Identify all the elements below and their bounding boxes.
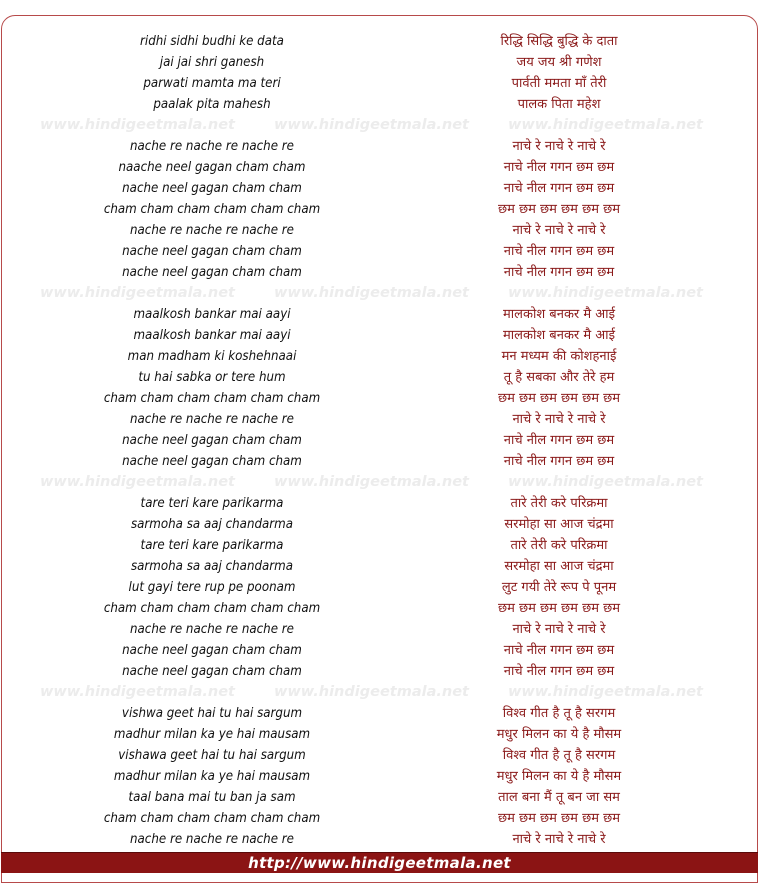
lyric-devanagari: मालकोश बनकर मै आई [503,307,615,322]
lyric-roman: paalak pita mahesh [153,96,271,112]
lyric-line [0,451,760,472]
lyric-devanagari: नाचे नील गगन छम छम [503,244,615,259]
lyric-devanagari: सरमोहा सा आज चंद्रमा [504,559,614,574]
lyric-roman: nache re nache re nache re [129,621,295,637]
lyric-line [0,325,760,346]
watermark-text: www.hindigeetmala.net [274,285,469,301]
watermark-text: www.hindigeetmala.net [40,117,235,133]
lyric-line [0,829,760,850]
lyric-roman: man madham ki koshehnaai [127,348,297,364]
lyric-line [0,31,760,52]
watermark-row [0,472,760,493]
lyric-devanagari: मन मध्यम की कोशहनाई [501,349,617,364]
lyric-line [0,556,760,577]
lyric-devanagari: नाचे नील गगन छम छम [503,181,615,196]
lyric-roman: cham cham cham cham cham cham [103,810,321,826]
lyric-roman: maalkosh bankar mai aayi [133,306,291,322]
lyric-roman: nache neel gagan cham cham [122,663,302,679]
lyric-line [0,199,760,220]
lyric-roman: cham cham cham cham cham cham [103,390,321,406]
lyric-roman: nache re nache re nache re [129,222,295,238]
stanza [0,703,760,850]
watermark-row [0,115,760,136]
lyric-devanagari: मालकोश बनकर मै आई [503,328,615,343]
lyric-devanagari: तारे तेरी करे परिक्रमा [510,538,608,553]
lyric-devanagari: विश्व गीत है तू है सरगम [502,706,616,721]
lyric-devanagari: लुट गयी तेरे रूप पे पूनम [501,580,617,595]
lyric-line [0,220,760,241]
lyric-devanagari: पार्वती ममता माँ तेरी [511,76,607,91]
watermark-text: www.hindigeetmala.net [40,285,235,301]
lyric-roman: nache neel gagan cham cham [122,432,302,448]
lyric-line [0,577,760,598]
lyric-line [0,178,760,199]
lyric-devanagari: रिद्धि सिद्धि बुद्धि के दाता [500,34,618,49]
lyric-line [0,262,760,283]
lyric-roman: nache re nache re nache re [129,831,295,847]
lyric-roman: nache neel gagan cham cham [122,642,302,658]
lyric-devanagari: नाचे रे नाचे रे नाचे रे [512,223,606,238]
lyric-line [0,514,760,535]
lyric-line [0,598,760,619]
watermark-text: www.hindigeetmala.net [508,117,703,133]
lyric-devanagari: ताल बना मैं तू बन जा सम [498,790,620,805]
lyric-devanagari: पालक पिता महेश [517,97,601,112]
lyric-line [0,388,760,409]
stanza [0,304,760,472]
lyric-line [0,94,760,115]
lyric-devanagari: नाचे रे नाचे रे नाचे रे [512,622,606,637]
lyric-roman: cham cham cham cham cham cham [103,201,321,217]
watermark-text: www.hindigeetmala.net [508,684,703,700]
lyric-roman: madhur milan ka ye hai mausam [113,726,311,742]
watermark-text: www.hindigeetmala.net [40,474,235,490]
lyric-devanagari: नाचे नील गगन छम छम [503,643,615,658]
watermark-row [0,283,760,304]
lyric-line [0,52,760,73]
lyric-line [0,724,760,745]
lyric-line [0,661,760,682]
lyric-roman: lut gayi tere rup pe poonam [128,579,296,595]
lyric-roman: madhur milan ka ye hai mausam [113,768,311,784]
watermark-text: www.hindigeetmala.net [508,285,703,301]
lyric-devanagari: छम छम छम छम छम छम [498,601,620,616]
lyric-line [0,703,760,724]
watermark-text: www.hindigeetmala.net [274,117,469,133]
lyric-line [0,787,760,808]
lyric-devanagari: छम छम छम छम छम छम [498,391,620,406]
lyric-devanagari: नाचे रे नाचे रे नाचे रे [512,832,606,847]
stanza [0,31,760,115]
lyric-roman: nache re nache re nache re [129,138,295,154]
lyric-roman: vishawa geet hai tu hai sargum [118,747,306,763]
lyric-line [0,745,760,766]
lyric-line [0,409,760,430]
lyric-devanagari: तारे तेरी करे परिक्रमा [510,496,608,511]
lyric-roman: nache neel gagan cham cham [122,264,302,280]
lyric-line [0,346,760,367]
lyric-roman: sarmoha sa aaj chandarma [130,516,294,532]
lyric-devanagari: नाचे नील गगन छम छम [503,454,615,469]
lyric-roman: nache re nache re nache re [129,411,295,427]
lyric-line [0,766,760,787]
lyric-line [0,304,760,325]
watermark-text: www.hindigeetmala.net [508,474,703,490]
lyric-devanagari: नाचे नील गगन छम छम [503,433,615,448]
lyric-devanagari: छम छम छम छम छम छम [498,202,620,217]
lyric-roman: nache neel gagan cham cham [122,453,302,469]
lyric-roman: tare teri kare parikarma [140,537,284,553]
lyric-roman: tare teri kare parikarma [140,495,284,511]
lyric-line [0,73,760,94]
lyric-roman: nache neel gagan cham cham [122,243,302,259]
lyric-devanagari: नाचे रे नाचे रे नाचे रे [512,412,606,427]
lyric-roman: jai jai shri ganesh [159,54,265,70]
watermark-text: www.hindigeetmala.net [274,474,469,490]
lyric-devanagari: मधुर मिलन का ये है मौसम [496,769,622,784]
lyric-devanagari: छम छम छम छम छम छम [498,811,620,826]
lyric-line [0,535,760,556]
lyric-devanagari: मधुर मिलन का ये है मौसम [496,727,622,742]
lyric-roman: parwati mamta ma teri [143,75,281,91]
lyric-devanagari: विश्व गीत है तू है सरगम [502,748,616,763]
lyric-line [0,493,760,514]
lyric-roman: naache neel gagan cham cham [118,159,306,175]
lyric-line [0,808,760,829]
lyric-devanagari: जय जय श्री गणेश [516,55,602,70]
lyric-devanagari: नाचे नील गगन छम छम [503,160,615,175]
watermark-text: www.hindigeetmala.net [40,684,235,700]
lyric-line [0,136,760,157]
stanza [0,136,760,283]
footer-url-link[interactable]: http://www.hindigeetmala.net [248,854,511,872]
lyric-devanagari: नाचे रे नाचे रे नाचे रे [512,139,606,154]
lyric-roman: vishwa geet hai tu hai sargum [121,705,303,721]
lyric-roman: nache neel gagan cham cham [122,180,302,196]
lyric-roman: maalkosh bankar mai aayi [133,327,291,343]
watermark-text: www.hindigeetmala.net [274,684,469,700]
stanza [0,493,760,682]
lyric-line [0,367,760,388]
lyric-line [0,430,760,451]
lyric-roman: sarmoha sa aaj chandarma [130,558,294,574]
lyric-line [0,619,760,640]
lyric-line [0,640,760,661]
footer-url-bar[interactable] [1,852,758,873]
lyrics-body [0,31,760,850]
lyric-devanagari: तू है सबका और तेरे हम [503,370,615,385]
lyric-devanagari: नाचे नील गगन छम छम [503,664,615,679]
lyric-devanagari: सरमोहा सा आज चंद्रमा [504,517,614,532]
lyric-roman: tu hai sabka or tere hum [138,369,286,385]
lyric-line [0,241,760,262]
lyric-devanagari: नाचे नील गगन छम छम [503,265,615,280]
lyric-roman: taal bana mai tu ban ja sam [128,789,296,805]
lyric-roman: ridhi sidhi budhi ke data [140,33,284,49]
watermark-row [0,682,760,703]
lyric-line [0,157,760,178]
lyric-roman: cham cham cham cham cham cham [103,600,321,616]
